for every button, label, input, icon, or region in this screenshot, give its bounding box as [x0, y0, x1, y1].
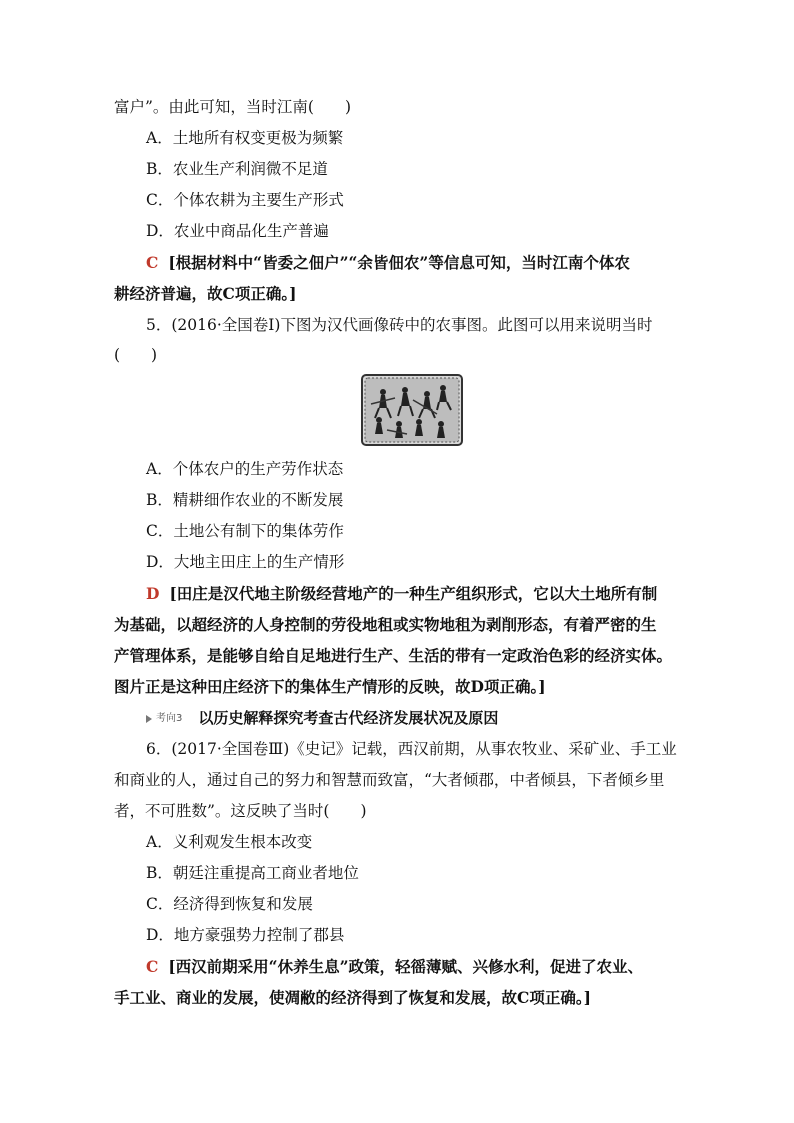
- q6-answer-letter: C: [146, 957, 159, 976]
- section-header: [146, 708, 498, 729]
- q5-option-c: C．土地公有制下的集体劳作: [146, 522, 344, 540]
- q4-explanation: [146, 253, 630, 273]
- q5-stem-line-1: 5．(2016·全国卷Ⅰ)下图为汉代画像砖中的农事图。此图可以用来说明当时: [146, 316, 653, 334]
- q6-stem-line-3: 者，不可胜数”。这反映了当时( ): [114, 802, 367, 820]
- q4-option-b: B．农业生产利润微不足道: [146, 160, 328, 178]
- q6-stem-line-2: 和商业的人，通过自己的努力和智慧而致富，“大者倾郡，中者倾县，下者倾乡里: [114, 771, 665, 789]
- q6-option-c: C．经济得到恢复和发展: [146, 895, 313, 913]
- q5-explanation: [146, 584, 657, 604]
- q5-option-a: A．个体农户的生产劳作状态: [146, 460, 344, 478]
- q5-option-d: D．大地主田庄上的生产情形: [146, 553, 345, 571]
- q5-explanation-line-3: 产管理体系，是能够自给自足地进行生产、生活的带有一定政治色彩的经济实体。: [114, 646, 673, 665]
- q4-option-a: A．土地所有权变更极为频繁: [146, 129, 344, 147]
- q5-option-b: B．精耕细作农业的不断发展: [146, 491, 344, 509]
- han-brick-farming-image: [361, 374, 463, 446]
- q4-stem: 富户”。由此可知，当时江南( ): [114, 98, 352, 116]
- triangle-marker-icon: [146, 715, 152, 723]
- q5-stem-line-2: ( ): [114, 346, 158, 364]
- q6-explanation-line-1: [西汉前期采用“休养生息”政策，轻徭薄赋、兴修水利，促进了农业、: [168, 957, 644, 976]
- q5-explanation-line-2: 为基础，以超经济的人身控制的劳役地租或实物地租为剥削形态，有着严密的生: [114, 615, 657, 634]
- q5-answer-letter: D: [146, 584, 160, 603]
- q4-answer-letter: C: [146, 253, 159, 272]
- q6-option-d: D．地方豪强势力控制了郡县: [146, 926, 345, 944]
- q6-option-b: B．朝廷注重提高工商业者地位: [146, 864, 359, 882]
- q4-option-d: D．农业中商品化生产普遍: [146, 222, 329, 240]
- q4-option-c: C．个体农耕为主要生产形式: [146, 191, 344, 209]
- q5-explanation-line-1: [田庄是汉代地主阶级经营地产的一种生产组织形式，它以大土地所有制: [169, 584, 658, 603]
- q4-explanation-line-1: [根据材料中“皆委之佃户”“余皆佃农”等信息可知，当时江南个体农: [168, 253, 630, 272]
- q5-explanation-line-4: 图片正是这种田庄经济下的集体生产情形的反映，故D项正确。]: [114, 677, 546, 696]
- q6-stem-line-1: 6．(2017·全国卷Ⅲ)《史记》记载，西汉前期，从事农牧业、采矿业、手工业: [146, 740, 677, 758]
- section-tag: 考向3: [156, 713, 183, 724]
- q4-explanation-line-2: 耕经济普遍，故C项正确。]: [114, 284, 297, 303]
- q6-option-a: A．义利观发生根本改变: [146, 833, 313, 851]
- q6-explanation-line-2: 手工业、商业的发展，使凋敝的经济得到了恢复和发展，故C项正确。]: [114, 988, 591, 1007]
- section-title: 以历史解释探究考查古代经济发展状况及原因: [198, 709, 499, 727]
- q6-explanation: [146, 957, 643, 977]
